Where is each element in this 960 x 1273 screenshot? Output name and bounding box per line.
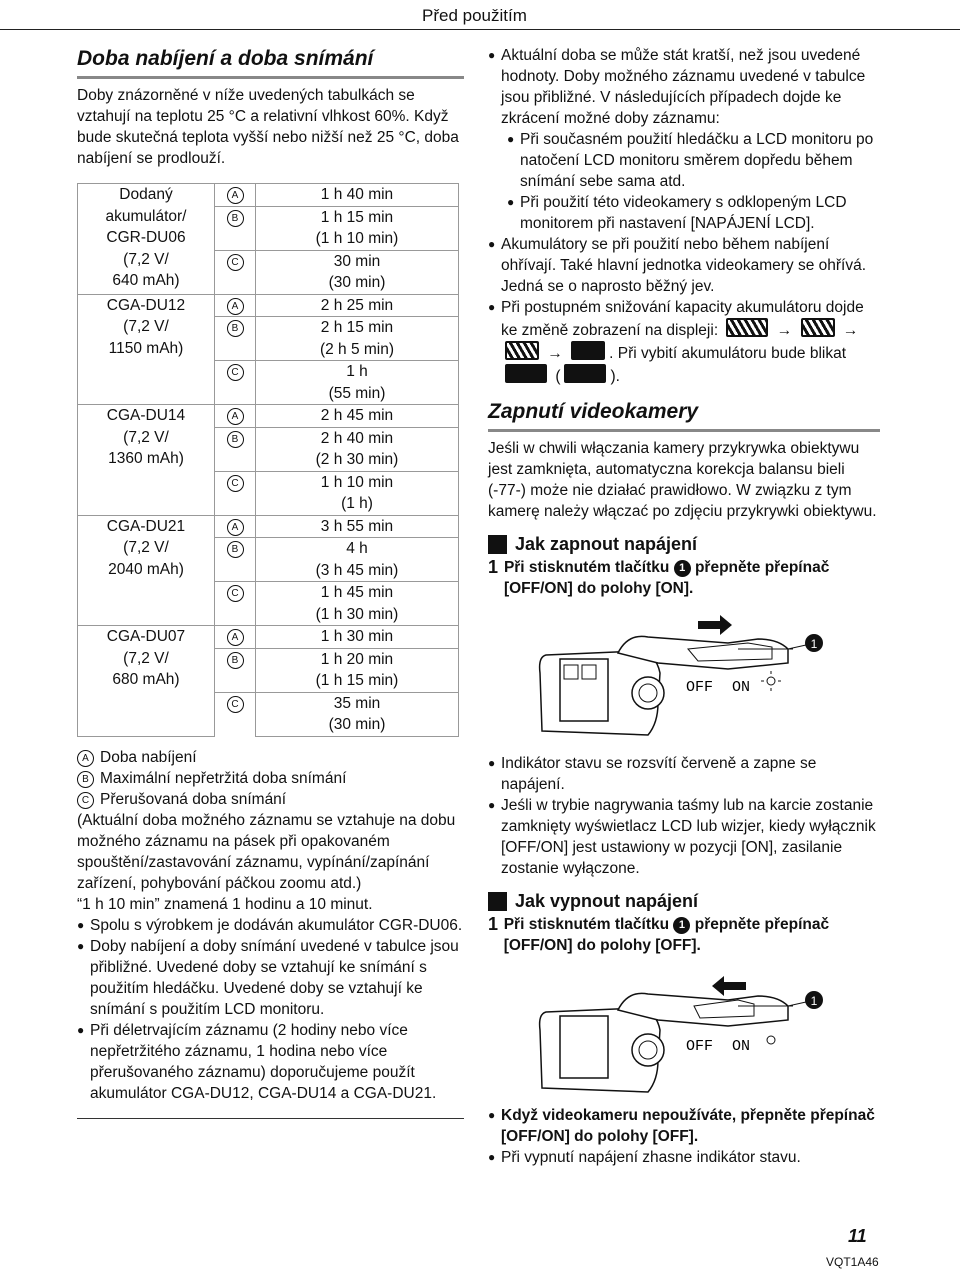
- model-line: Dodaný: [119, 186, 173, 203]
- note-paragraph: (Aktuální doba možného záznamu se vztahuje na dobu možného záznamu na pásek při opakovaném spouštění/zastavování záznamu, vypínání/zapínání zařízení, pohybování páčkou zoomu atd.): [77, 811, 456, 892]
- camera-off-drawing: [488, 970, 880, 1095]
- step-text-b: přepněte přepínač [OFF/ON] do polohy [ON].: [503, 559, 830, 597]
- left-bullets: [77, 915, 464, 1104]
- time-cell: [256, 471, 459, 515]
- arrow-icon: →: [776, 322, 793, 339]
- section-header: Před použitím: [422, 6, 527, 25]
- time-cell: [256, 317, 459, 361]
- arrow-icon: →: [547, 345, 563, 362]
- table-row: [78, 405, 459, 428]
- legend: [77, 747, 464, 810]
- mode-mark-cell: [215, 582, 256, 626]
- note-hours: “1 h 10 min” znamená 1 hodinu a 10 minut.: [77, 895, 373, 913]
- list-item: ● Při použití této videokamery s odklopeným LCD monitorem při nastavení [NAPÁJENÍ LCD].: [507, 192, 880, 234]
- time-value: (30 min): [328, 274, 386, 291]
- step-number: 1: [488, 914, 499, 934]
- time-value: (1 h 10 min): [315, 230, 399, 247]
- list-item: [488, 45, 880, 234]
- time-value: 2 h 15 min: [320, 319, 394, 336]
- legend-item: [77, 747, 464, 768]
- battery-empty-icon: [564, 364, 606, 383]
- step-text: [504, 557, 880, 599]
- time-cell: [256, 361, 459, 405]
- mode-mark-cell: [215, 317, 256, 361]
- mode-mark-cell: [215, 538, 256, 582]
- model-line: (7,2 V/: [123, 428, 169, 446]
- time-cell: [256, 692, 459, 736]
- legend-item: [77, 768, 464, 789]
- mode-mark-cell: [215, 515, 256, 538]
- table-row: [78, 515, 459, 538]
- time-cell: [256, 206, 459, 250]
- button-1-icon: 1: [674, 560, 691, 577]
- off-bullets: [488, 1105, 880, 1168]
- title-rule: [488, 429, 880, 432]
- time-cell: [256, 538, 459, 582]
- callout-1: 1: [810, 637, 818, 651]
- time-value: (2 h 5 min): [319, 340, 395, 358]
- list-item: ● Při déletrvajícím záznamu (2 hodiny nebo více nepřetržitého záznamu, 1 hodina nebo více přerušovaného záznamu) doporučujeme použít akumulátor CGA-DU12, CGA-DU14 a CGA-DU21.: [77, 1020, 464, 1104]
- circled-letter-icon: C: [77, 792, 94, 809]
- time-cell: [256, 405, 459, 428]
- bullet-text: Při postupném snižování kapacity akumulátoru dojde ke změně zobrazení na displeji:: [501, 299, 864, 339]
- section-title-power-on: Zapnutí videokamery: [488, 400, 699, 423]
- circled-letter-icon: C: [227, 585, 244, 602]
- mode-mark-cell: [215, 427, 256, 471]
- list-item: ● Indikátor stavu se rozsvítí červeně a zapne se napájení.: [488, 753, 880, 795]
- model-line: 640 mAh): [112, 272, 180, 289]
- model-line: 2040 mAh): [108, 560, 184, 578]
- list-item: ● Při současném použití hledáčku a LCD monitoru po natočení LCD monitoru směrem dopředu během snímání sebe sama atd.: [507, 129, 880, 192]
- model-line: CGA-DU07: [106, 628, 186, 645]
- time-value: 1 h 10 min: [320, 473, 394, 491]
- square-bullet-icon: [488, 892, 507, 911]
- legend-text: Doba nabíjení: [100, 748, 197, 766]
- step-text-a: Při stisknutém tlačítku: [503, 916, 670, 933]
- heading-power-off: [488, 891, 880, 912]
- step-power-off: [488, 914, 880, 956]
- callout-1: 1: [810, 994, 818, 1008]
- list-item: ● Jeśli w trybie nagrywania taśmy lub na karcie zostanie zamknięty wyświetlacz LCD lub wizjer, kiedy wyłącznik [OFF/ON] jest ustawiony w pozycji [ON], zasilanie zostanie wyłączone.: [488, 795, 880, 879]
- time-value: (1 h): [341, 495, 373, 512]
- circled-letter-icon: C: [227, 254, 244, 271]
- heading-power-on: [488, 534, 880, 555]
- square-bullet-icon: [488, 535, 507, 554]
- right-bullets: [488, 45, 880, 387]
- circled-letter-icon: C: [227, 364, 244, 381]
- mode-mark-cell: [215, 184, 256, 207]
- right-column: [488, 45, 880, 1168]
- heading-text: Jak vypnout napájení: [515, 891, 699, 911]
- section-title-charging: Doba nabíjení a doba snímání: [77, 47, 374, 70]
- time-value: (55 min): [328, 384, 386, 402]
- battery-model-cell: [78, 294, 215, 405]
- battery-medium-icon: [505, 341, 539, 360]
- time-value: 2 h 40 min: [320, 429, 394, 447]
- model-line: (7,2 V/: [123, 649, 169, 667]
- mode-mark-cell: [215, 206, 256, 250]
- battery-model-cell: [78, 405, 215, 516]
- list-item: [488, 297, 880, 387]
- step-power-on: [488, 557, 880, 599]
- model-line: akumulátor/: [105, 207, 187, 225]
- time-cell: [256, 626, 459, 649]
- circled-letter-icon: B: [77, 771, 94, 788]
- title-rule: [77, 76, 464, 79]
- sub-bullets: [501, 129, 880, 234]
- circled-letter-icon: B: [227, 652, 244, 669]
- step-text-a: Při stisknutém tlačítku: [503, 559, 670, 576]
- time-cell: [256, 515, 459, 538]
- bullet-text: (: [555, 368, 561, 385]
- time-value: (1 h 15 min): [315, 672, 399, 689]
- time-cell: [256, 184, 459, 207]
- battery-model-cell: [78, 515, 215, 626]
- mode-mark-cell: [215, 692, 256, 736]
- legend-text: Přerušovaná doba snímání: [100, 790, 287, 808]
- table-row: [78, 294, 459, 317]
- time-value: 30 min: [333, 252, 381, 270]
- model-line: CGA-DU14: [106, 407, 186, 424]
- mode-mark-cell: [215, 471, 256, 515]
- intro-paragraph: Doby znázorněné v níže uvedených tabulkách se vztahují na teplotu 25 °C a relativní vlhkost 60%. Když bude skutečná teplota vyšší nebo nižší než 25 °C, doba nabíjení se prodlouží.: [77, 87, 459, 167]
- mode-mark-cell: [215, 361, 256, 405]
- time-value: 1 h 20 min: [320, 650, 394, 668]
- mode-mark-cell: [215, 405, 256, 428]
- circled-letter-icon: A: [227, 519, 244, 536]
- time-value: 1 h: [346, 363, 368, 380]
- polish-paragraph: Jeśli w chwili włączania kamery przykrywka obiektywu jest zamknięta, automatyczna korekcja balansu bieli (-77-) może nie działać prawidłowo. W związku z tym kamerę należy włączać po zdjęciu przykrywki obiektywu.: [488, 440, 877, 520]
- battery-time-table: [77, 183, 459, 737]
- time-value: (3 h 45 min): [315, 561, 399, 579]
- step-number: 1: [488, 557, 499, 577]
- circled-letter-icon: A: [227, 187, 244, 204]
- time-value: 4 h: [346, 540, 368, 557]
- bullet-text: . Při vybití akumulátoru bude blikat: [609, 345, 847, 362]
- time-value: 1 h 45 min: [320, 584, 394, 601]
- circled-letter-icon: C: [227, 475, 244, 492]
- off-label: OFF: [686, 1038, 714, 1055]
- camera-on-drawing: [488, 613, 880, 743]
- time-value: 35 min: [333, 694, 381, 712]
- circled-letter-icon: B: [227, 431, 244, 448]
- table-row: [78, 626, 459, 649]
- time-cell: [256, 648, 459, 692]
- battery-high-icon: [801, 318, 835, 337]
- circled-letter-icon: A: [227, 629, 244, 646]
- circled-letter-icon: A: [77, 750, 94, 767]
- circled-letter-icon: B: [227, 541, 244, 558]
- model-line: (7,2 V/: [123, 539, 169, 556]
- header-divider: [0, 29, 960, 30]
- circled-letter-icon: C: [227, 696, 244, 713]
- battery-low-icon: [571, 341, 605, 360]
- time-cell: [256, 582, 459, 626]
- battery-full-icon: [726, 318, 768, 337]
- time-value: 1 h 40 min: [320, 186, 394, 203]
- mode-mark-cell: [215, 626, 256, 649]
- bullet-text: Aktuální doba se může stát kratší, než jsou uvedené hodnoty. Doby možného záznamu uvedené v tabulce jsou přibližné. V následujících případech dojde ke zkrácení možné doby záznamu:: [501, 47, 866, 127]
- mode-mark-cell: [215, 250, 256, 294]
- model-line: 1150 mAh): [108, 339, 184, 357]
- on-bullets: [488, 753, 880, 879]
- time-value: 2 h 45 min: [320, 407, 394, 424]
- page-number: 11: [848, 1226, 867, 1246]
- camera-illustration-off: [488, 970, 880, 1095]
- time-value: 1 h 30 min: [320, 628, 394, 645]
- camera-illustration-on: [488, 613, 880, 743]
- on-label: ON: [732, 679, 751, 696]
- step-text: [504, 914, 880, 956]
- time-value: 3 h 55 min: [320, 517, 394, 535]
- on-label: ON: [732, 1038, 751, 1055]
- model-line: (7,2 V/: [123, 318, 169, 335]
- arrow-icon: →: [842, 322, 859, 339]
- list-item: ● Doby nabíjení a doby snímání uvedené v tabulce jsou přibližné. Uvedené doby se vztahují ke snímání s použitím hledáčku. Uvedené doby se vztahují ke snímání s použitím LCD monitoru.: [77, 936, 464, 1020]
- heading-text: Jak zapnout napájení: [515, 534, 698, 554]
- circled-letter-icon: A: [227, 298, 244, 315]
- battery-model-cell: [78, 626, 215, 737]
- table-row: [78, 184, 459, 207]
- battery-model-cell: [78, 184, 215, 295]
- model-line: CGA-DU12: [106, 296, 186, 314]
- list-item: ● Když videokameru nepoužíváte, přepněte přepínač [OFF/ON] do polohy [OFF].: [488, 1105, 880, 1147]
- list-item: ● Akumulátory se při použití nebo během nabíjení ohřívají. Také hlavní jednotka videokamery se ohřívá. Jedná se o naprosto běžný jev.: [488, 234, 880, 297]
- model-line: 680 mAh): [112, 671, 180, 688]
- model-line: (7,2 V/: [123, 250, 169, 268]
- legend-text: Maximální nepřetržitá doba snímání: [100, 769, 347, 787]
- model-line: CGR-DU06: [106, 229, 186, 246]
- legend-item: [77, 789, 464, 810]
- time-value: (1 h 30 min): [315, 605, 399, 623]
- time-value: 1 h 15 min: [320, 208, 394, 226]
- list-item: ● Při vypnutí napájení zhasne indikátor stavu.: [488, 1147, 880, 1168]
- left-column: [77, 38, 464, 1119]
- time-value: (30 min): [328, 716, 386, 733]
- column-end-rule: [77, 1118, 464, 1119]
- circled-letter-icon: B: [227, 320, 244, 337]
- bullet-text: ).: [610, 368, 620, 385]
- time-cell: [256, 294, 459, 317]
- mode-mark-cell: [215, 648, 256, 692]
- time-cell: [256, 427, 459, 471]
- list-item: ● Spolu s výrobkem je dodáván akumulátor CGR-DU06.: [77, 915, 464, 936]
- button-1-icon: 1: [673, 917, 690, 934]
- step-text-b: přepněte přepínač [OFF/ON] do polohy [OFF].: [503, 916, 830, 954]
- circled-letter-icon: B: [227, 210, 244, 227]
- document-code: VQT1A46: [826, 1255, 879, 1269]
- time-cell: [256, 250, 459, 294]
- time-value: (2 h 30 min): [315, 451, 399, 468]
- model-line: 1360 mAh): [108, 450, 184, 467]
- circled-letter-icon: A: [227, 408, 244, 425]
- model-line: CGA-DU21: [106, 517, 186, 535]
- mode-mark-cell: [215, 294, 256, 317]
- time-value: 2 h 25 min: [320, 296, 394, 314]
- off-label: OFF: [686, 679, 714, 696]
- battery-blink-icon: [505, 364, 547, 383]
